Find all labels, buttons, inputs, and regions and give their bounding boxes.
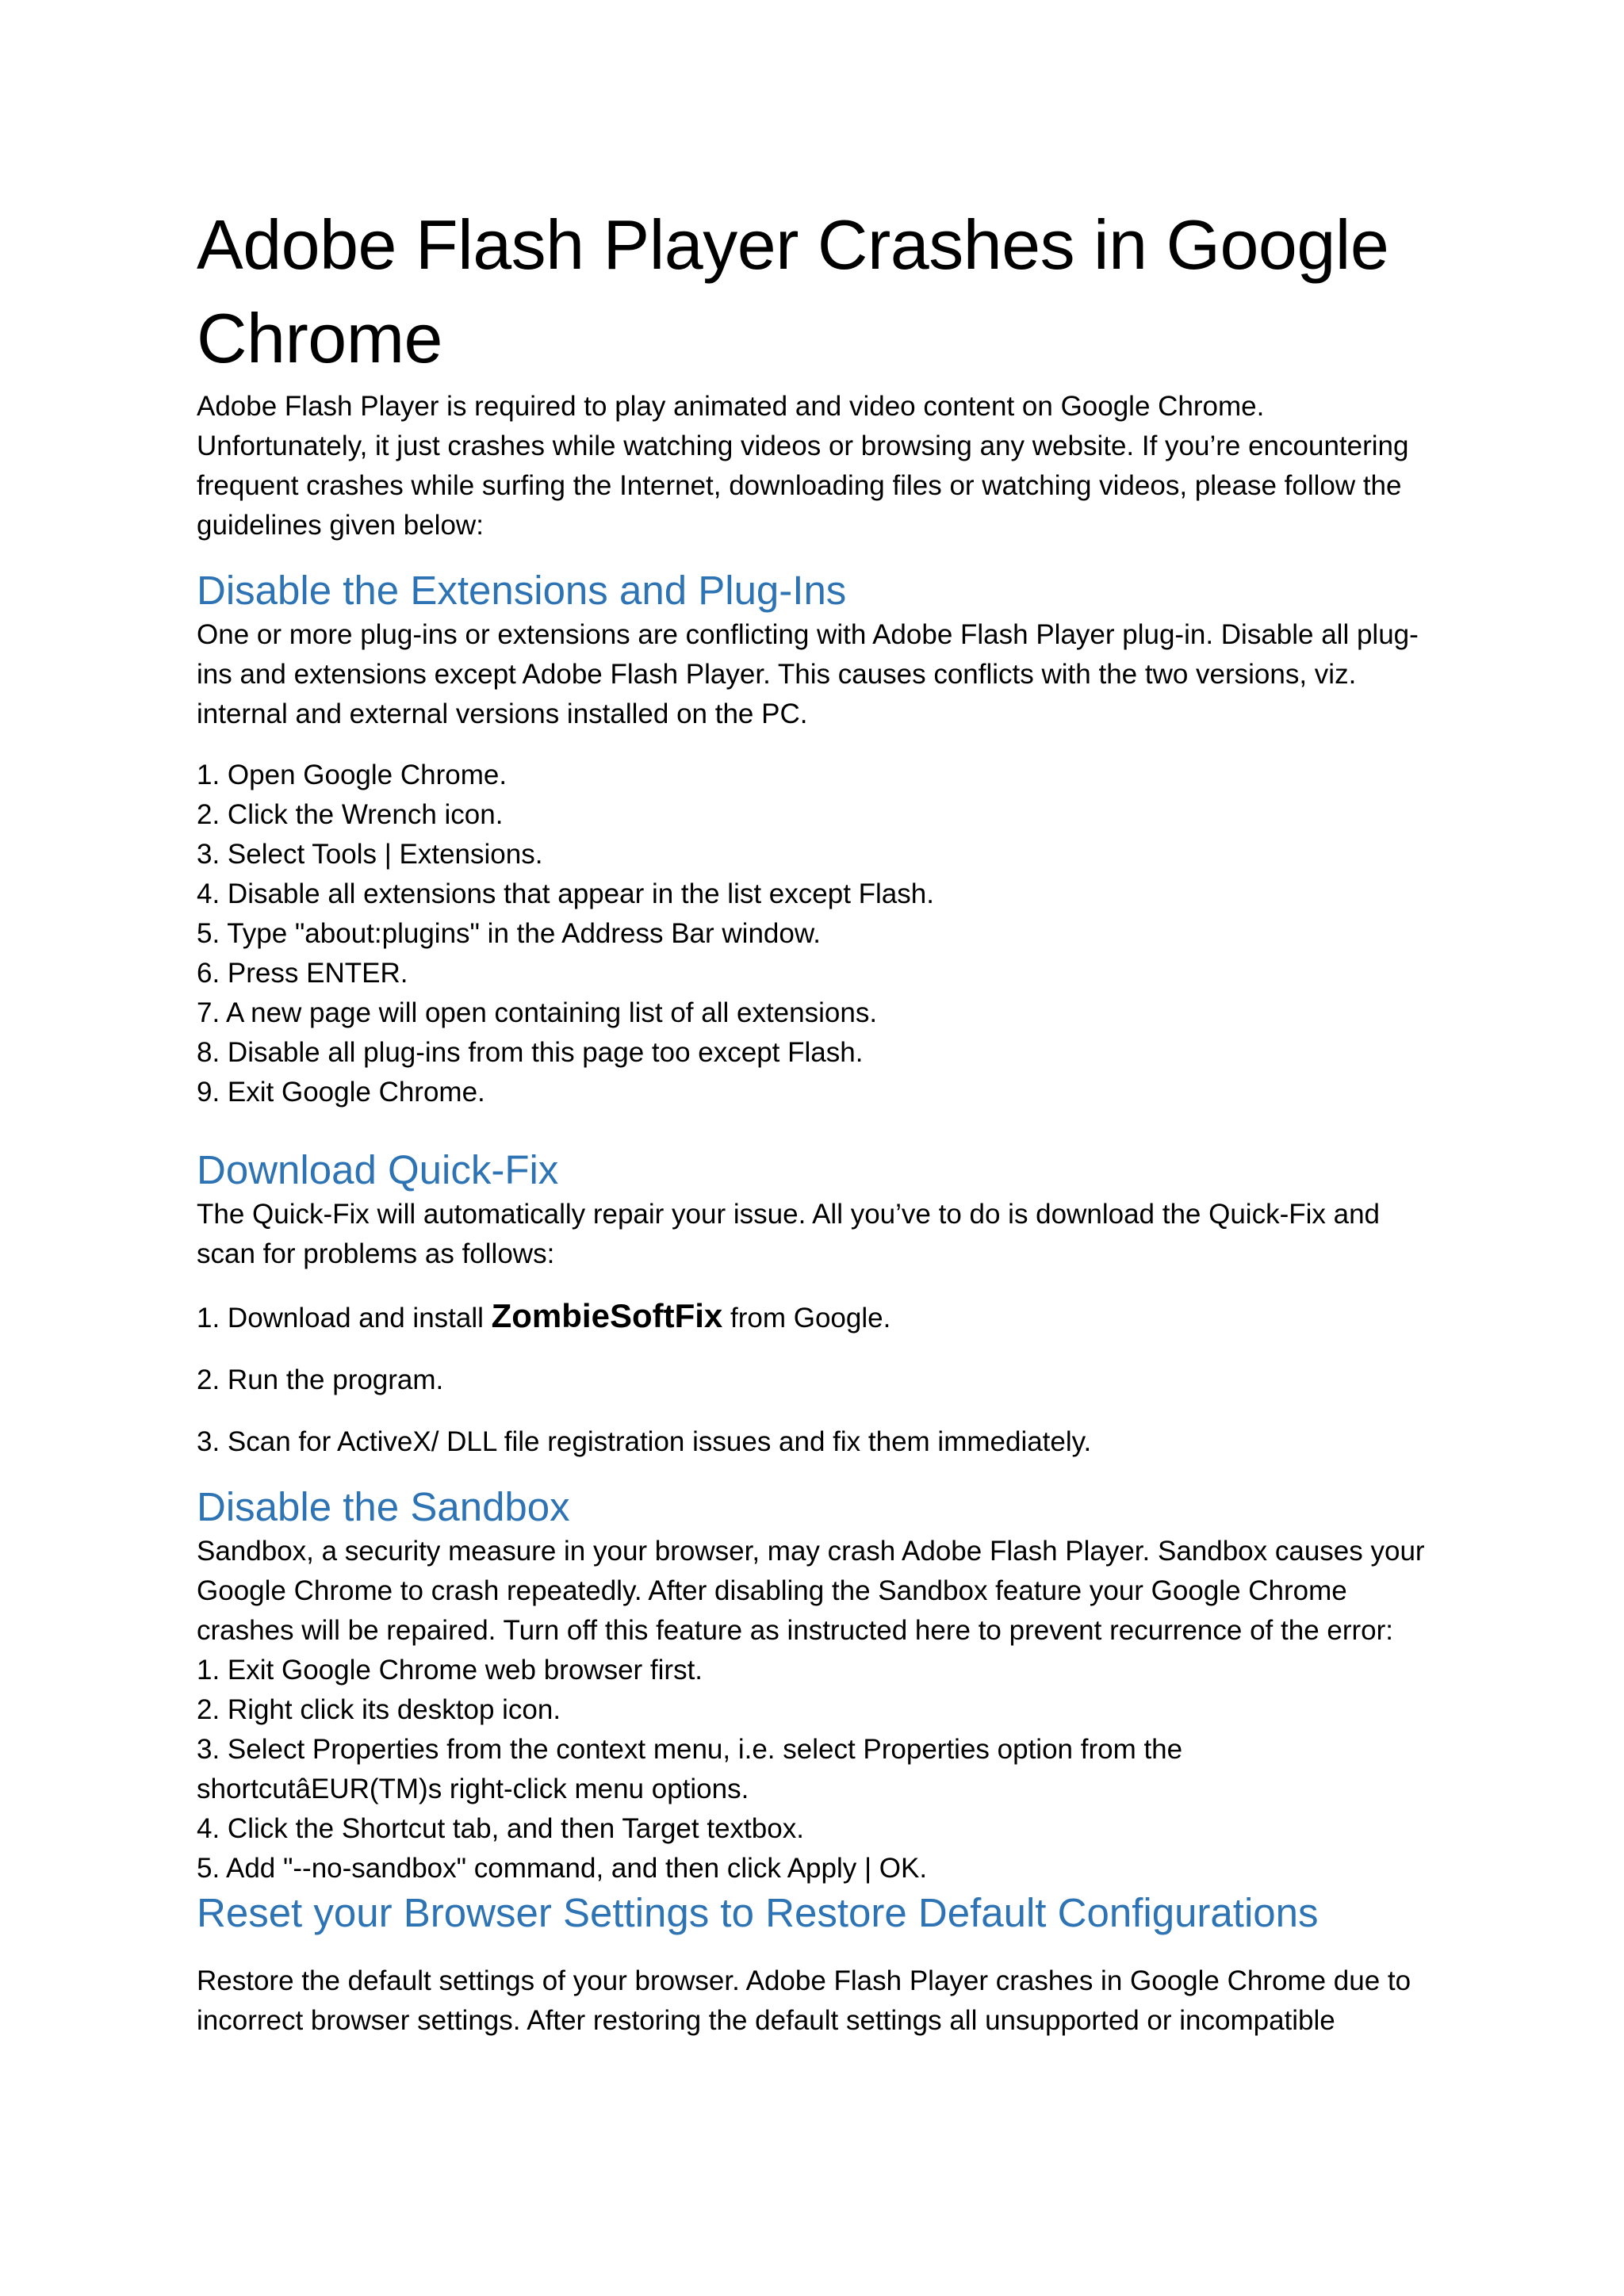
section-paragraph-extensions: One or more plug-ins or extensions are conflicting with Adobe Flash Player plug-in. Disable all plug-ins and extensions except Adobe Flash Player. This causes conflicts with the two versions, viz. internal and external versions installed on the PC.: [197, 619, 1419, 729]
section-heading-reset: Reset your Browser Settings to Restore Default Configurations: [197, 1890, 1319, 1935]
list-item: 4. Disable all extensions that appear in the list except Flash.: [197, 878, 934, 909]
list-item: 2. Click the Wrench icon.: [197, 799, 504, 830]
list-item: 3. Select Tools | Extensions.: [197, 839, 543, 870]
sandbox-steps-list: [197, 1651, 1434, 1888]
section-heading-sandbox: Disable the Sandbox: [197, 1484, 570, 1529]
list-item: 5. Add "--no-sandbox" command, and then click Apply | OK.: [197, 1853, 928, 1884]
list-item: 9. Exit Google Chrome.: [197, 1077, 485, 1108]
quickfix-program-name: ZombieSoftFix: [491, 1297, 723, 1334]
list-item: 8. Disable all plug-ins from this page too except Flash.: [197, 1037, 864, 1068]
list-item: 4. Click the Shortcut tab, and then Target textbox.: [197, 1813, 804, 1844]
list-item: 6. Press ENTER.: [197, 958, 408, 989]
section-paragraph-sandbox: Sandbox, a security measure in your browser, may crash Adobe Flash Player. Sandbox causes your Google Chrome to crash repeatedly. After disabling the Sandbox feature your Google Chrome crashes will be repaired. Turn off this feature as instructed here to prevent recurrence of the error:: [197, 1536, 1425, 1646]
list-item: 5. Type "about:plugins" in the Address Bar window.: [197, 918, 821, 949]
list-item: 1. Exit Google Chrome web browser first.: [197, 1655, 703, 1686]
quickfix-step-3: 3. Scan for ActiveX/ DLL file registration issues and fix them immediately.: [197, 1426, 1092, 1457]
section-paragraph-quickfix: The Quick-Fix will automatically repair your issue. All you’ve to do is download the Quick-Fix and scan for problems as follows:: [197, 1199, 1381, 1269]
quickfix-step-2: 2. Run the program.: [197, 1364, 444, 1395]
section-heading-extensions: Disable the Extensions and Plug-Ins: [197, 568, 847, 613]
quickfix-step-1-prefix: 1. Download and install: [197, 1303, 492, 1334]
quickfix-step-1-suffix: from Google.: [722, 1303, 891, 1334]
document-page: [197, 198, 1434, 2041]
intro-paragraph: Adobe Flash Player is required to play animated and video content on Google Chrome. Unfortunately, it just crashes while watching videos or browsing any website. If you’re encountering frequent crashes while surfing the Internet, downloading files or watching videos, please follow the guidelines given below:: [197, 391, 1409, 541]
quickfix-step-1: [197, 1296, 1434, 1338]
section-heading-quickfix: Download Quick-Fix: [197, 1147, 559, 1192]
list-item: 3. Select Properties from the context menu, i.e. select Properties option from the shortcutâEUR(TM)s right-click menu options.: [197, 1734, 1183, 1804]
section-paragraph-reset: Restore the default settings of your browser. Adobe Flash Player crashes in Google Chrome due to incorrect browser settings. After restoring the default settings all unsupported or incompatible: [197, 1965, 1411, 2036]
document-title: Adobe Flash Player Crashes in Google Chrome: [197, 205, 1389, 377]
list-item: 2. Right click its desktop icon.: [197, 1694, 561, 1725]
list-item: 7. A new page will open containing list of all extensions.: [197, 997, 878, 1028]
extensions-steps-list: [197, 756, 1434, 1112]
list-item: 1. Open Google Chrome.: [197, 760, 508, 790]
